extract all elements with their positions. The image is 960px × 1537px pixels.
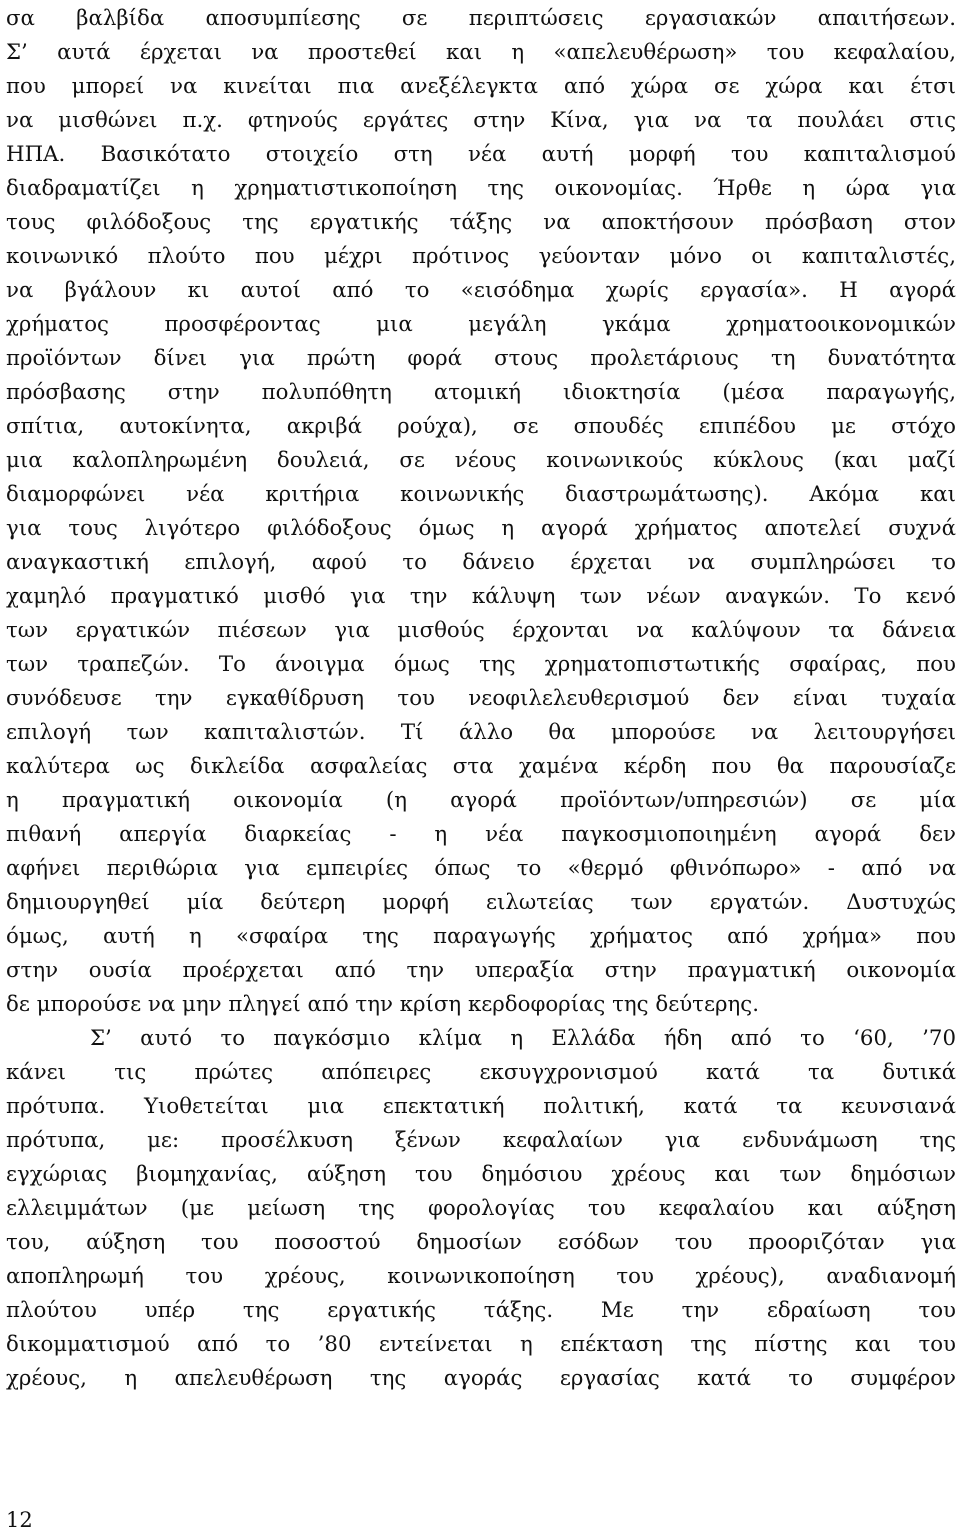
text-line: να βγάλουν κι αυτοί από το «εισόδημα χωρίς εργασία». Η αγορά (6, 278, 956, 303)
text-line: σπίτια, αυτοκίνητα, ακριβά ρούχα), σε σπουδές επιπέδου με στόχο (6, 414, 956, 439)
text-line: εγχώριας βιομηχανίας, αύξηση του δημόσιου χρέους και των δημόσιων (6, 1162, 956, 1187)
text-line: πρότυπα. Υιοθετείται μια επεκτατική πολιτική, κατά τα κευνσιανά (6, 1094, 956, 1119)
text-line: σα βαλβίδα αποσυμπίεσης σε περιπτώσεις εργασιακών απαιτήσεων. (6, 6, 956, 31)
body-text (6, 2, 956, 1396)
text-line: πιθανή απεργία διαρκείας - η νέα παγκοσμιοποιημένη αγορά δεν (6, 822, 956, 847)
text-line: καλύτερα ως δικλείδα ασφαλείας στα χαμένα κέρδη που θα παρουσίαζε (6, 754, 956, 779)
text-line: δημιουργηθεί μία δεύτερη μορφή ειλωτείας των εργατών. Δυστυχώς (6, 890, 956, 915)
text-line: διαμορφώνει νέα κριτήρια κοινωνικής διαστρωμάτωσης). Ακόμα και (6, 482, 956, 507)
text-line: ΗΠΑ. Βασικότατο στοιχείο στη νέα αυτή μορφή του καπιταλισμού (6, 142, 956, 167)
text-line: πρότυπα, με: προσέλκυση ξένων κεφαλαίων για ενδυνάμωση της (6, 1128, 956, 1153)
text-line: στην ουσία προέρχεται από την υπεραξία στην πραγματική οικονομία (6, 958, 956, 983)
text-line: μια καλοπληρωμένη δουλειά, σε νέους κοινωνικούς κύκλους (και μαζί (6, 448, 956, 473)
text-line: που μπορεί να κινείται πια ανεξέλεγκτα από χώρα σε χώρα και έτσι (6, 74, 956, 99)
text-line: κοινωνικό πλούτο που μέχρι πρότινος γεύονταν μόνο οι καπιταλιστές, (6, 244, 956, 269)
page-number: 12 (6, 1508, 33, 1532)
text-line: τους φιλόδοξους της εργατικής τάξης να αποκτήσουν πρόσβαση στον (6, 210, 956, 235)
text-line: δικομματισμού από το ’80 εντείνεται η επέκταση της πίστης και του (6, 1332, 956, 1357)
text-line: χρήματος προσφέροντας μια μεγάλη γκάμα χρηματοοικονομικών (6, 312, 956, 337)
text-line: των εργατικών πιέσεων για μισθούς έρχονται να καλύψουν τα δάνεια (6, 618, 956, 643)
text-line: προϊόντων δίνει για πρώτη φορά στους προλετάριους τη δυνατότητα (6, 346, 956, 371)
text-line: Σ’ αυτά έρχεται να προστεθεί και η «απελευθέρωση» του κεφαλαίου, (6, 40, 956, 65)
text-line: αναγκαστική επιλογή, αφού το δάνειο έρχεται να συμπληρώσει το (6, 550, 956, 575)
text-line: πρόσβασης στην πολυπόθητη ατομική ιδιοκτησία (μέσα παραγωγής, (6, 380, 956, 405)
text-line: όμως, αυτή η «σφαίρα της παραγωγής χρήματος από χρήμα» που (6, 924, 956, 949)
text-line: χρέους, η απελευθέρωση της αγοράς εργασίας κατά το συμφέρον (6, 1366, 956, 1391)
text-line: χαμηλό πραγματικό μισθό για την κάλυψη των νέων αναγκών. Το κενό (6, 584, 956, 609)
text-line: συνόδευσε την εγκαθίδρυση του νεοφιλελευθερισμού δεν είναι τυχαία (6, 686, 956, 711)
text-line: του, αύξηση του ποσοστού δημοσίων εσόδων του προοριζόταν για (6, 1230, 956, 1255)
document-page (6, 0, 956, 1537)
paragraph-start-line: Σ’ αυτό το παγκόσμιο κλίμα η Ελλάδα ήδη από το ‘60, ’70 (90, 1026, 956, 1051)
text-line: κάνει τις πρώτες απόπειρες εκσυγχρονισμού κατά τα δυτικά (6, 1060, 956, 1085)
text-line: πλούτου υπέρ της εργατικής τάξης. Με την εδραίωση του (6, 1298, 956, 1323)
paragraph-end-line: δε μπορούσε να μην πληγεί από την κρίση κερδοφορίας της δεύτερης. (6, 992, 759, 1017)
text-line: των τραπεζών. Το άνοιγμα όμως της χρηματοπιστωτικής σφαίρας, που (6, 652, 956, 677)
text-line: επιλογή των καπιταλιστών. Τί άλλο θα μπορούσε να λειτουργήσει (6, 720, 956, 745)
text-line: να μισθώνει π.χ. φτηνούς εργάτες στην Κίνα, για να τα πουλάει στις (6, 108, 956, 133)
text-line: για τους λιγότερο φιλόδοξους όμως η αγορά χρήματος αποτελεί συχνά (6, 516, 956, 541)
text-line: αποπληρωμή του χρέους, κοινωνικοποίηση του χρέους), αναδιανομή (6, 1264, 956, 1289)
text-line: διαδραματίζει η χρηματιστικοποίηση της οικονομίας. Ήρθε η ώρα για (6, 176, 956, 201)
text-line: η πραγματική οικονομία (η αγορά προϊόντων/υπηρεσιών) σε μία (6, 788, 956, 813)
text-line: ελλειμμάτων (με μείωση της φορολογίας του κεφαλαίου και αύξηση (6, 1196, 956, 1221)
text-line: αφήνει περιθώρια για εμπειρίες όπως το «θερμό φθινόπωρο» - από να (6, 856, 956, 881)
